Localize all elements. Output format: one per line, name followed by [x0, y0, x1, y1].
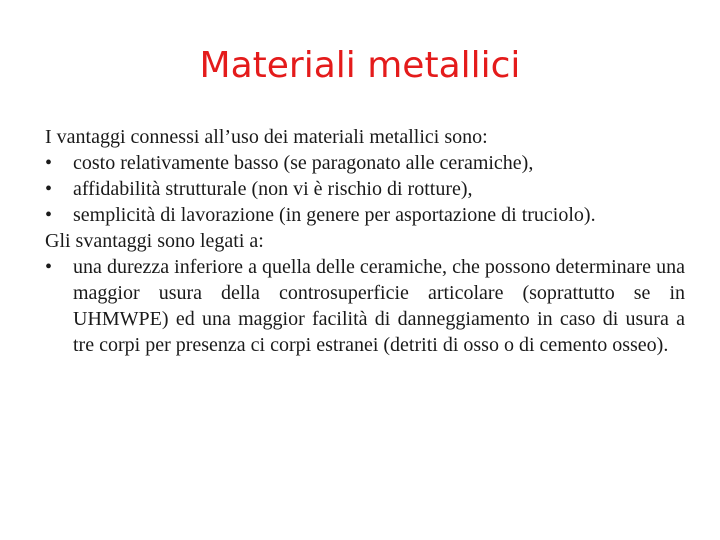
- list-item: [45, 254, 685, 358]
- list-item: [45, 150, 685, 176]
- advantage-text: affidabilità strutturale (non vi è rischio di rotture),: [73, 178, 473, 200]
- advantage-text: semplicità di lavorazione (in genere per asportazione di truciolo).: [73, 204, 596, 226]
- disadvantages-intro: Gli svantaggi sono legati a:: [45, 230, 264, 252]
- advantage-text: costo relativamente basso (se paragonato alle ceramiche),: [73, 152, 534, 174]
- list-item: [45, 202, 685, 228]
- disadvantages-list: [45, 254, 685, 358]
- bullet-icon: •: [45, 204, 53, 226]
- bullet-icon: •: [45, 256, 53, 278]
- advantages-intro: I vantaggi connessi all’uso dei materiali metallici sono:: [45, 126, 488, 148]
- list-item: [45, 176, 685, 202]
- slide-body: [45, 124, 685, 358]
- advantages-list: [45, 150, 685, 228]
- slide-title: Materiali metallici: [199, 45, 521, 86]
- disadvantage-text: una durezza inferiore a quella delle ceramiche, che possono determinare una maggior usura della controsuperficie articolare (soprattutto se in UHMWPE) ed una maggior facilità di danneggiamento in caso di usura a tre corpi per presenza ci corpi estranei (detriti di osso o di cemento osseo).: [73, 256, 685, 356]
- bullet-icon: •: [45, 152, 53, 174]
- bullet-icon: •: [45, 178, 53, 200]
